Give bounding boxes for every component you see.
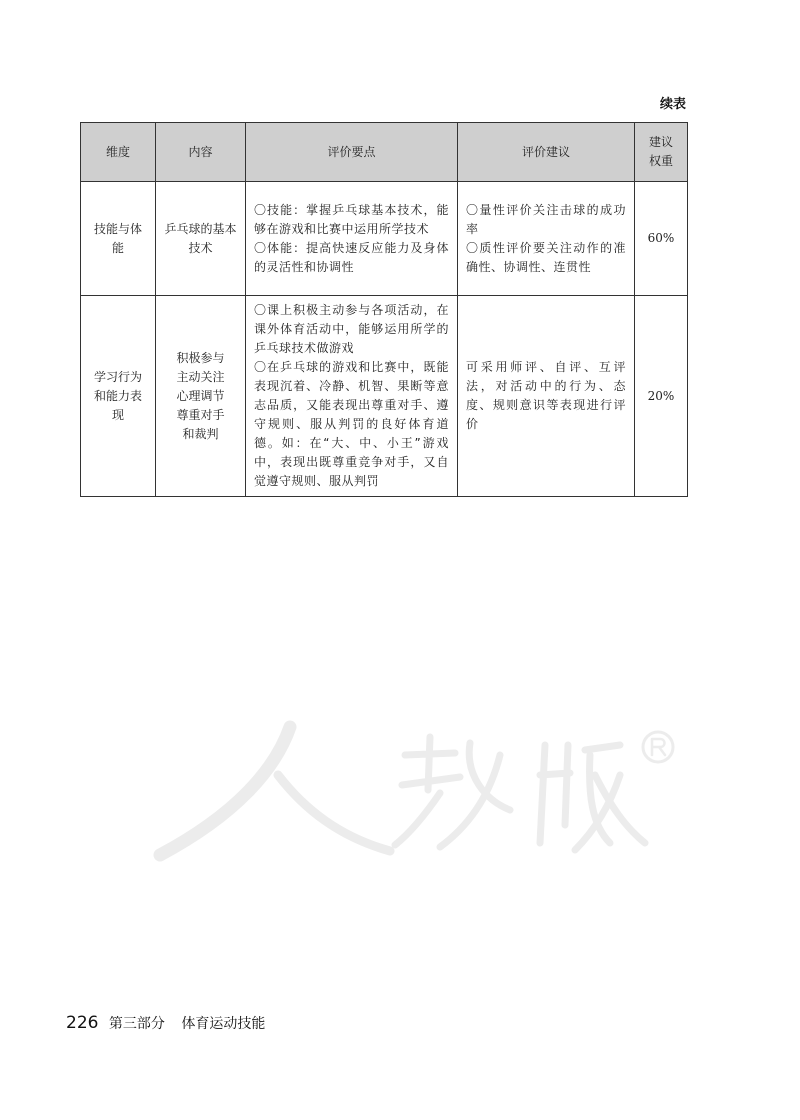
header-key-points: 评价要点 [246,123,458,182]
suggestion-item: 〇质性评价要关注动作的准确性、协调性、连贯性 [466,240,626,274]
row-dimension: 学习行为和能力表现 [81,296,156,497]
table-row [81,296,688,497]
row-key-points [246,296,458,497]
header-dimension: 维度 [81,123,156,182]
content-line: 主动关注 [176,369,225,384]
row-key-points [246,182,458,296]
row-weight: 20% [635,296,688,497]
header-content: 内容 [156,123,246,182]
continued-table-label: 续表 [659,97,686,112]
content-line: 积极参与 [176,350,225,365]
row-content: 乒乓球的基本技术 [156,182,246,296]
header-weight-line-1: 建议 [648,135,673,149]
key-point: 〇技能：掌握乒乓球基本技术，能够在游戏和比赛中运用所学技术 [254,202,449,236]
publisher-watermark [140,715,680,865]
content-line: 和裁判 [182,426,219,441]
table-row [81,182,688,296]
page-footer [66,1013,265,1033]
page-number: 226 [66,1013,99,1033]
suggestion-item: 〇量性评价关注击球的成功率 [466,202,626,236]
evaluation-table [80,122,688,497]
key-point: 〇在乒乓球的游戏和比赛中，既能表现沉着、冷静、机智、果断等意志品质，又能表现出尊重对手、遵守规则、服从判罚的良好体育道德。如：在“大、中、小王”游戏中，表现出既尊重竞争对手，又自觉遵守规则、服从判罚 [254,360,449,488]
table-header-row [81,123,688,182]
key-point: 〇体能：提高快速反应能力及身体的灵活性和协调性 [254,240,449,274]
row-suggestions: 可采用师评、自评、互评法，对活动中的行为、态度、规则意识等表现进行评价 [458,296,635,497]
key-point: 〇课上积极主动参与各项活动，在课外体育活动中，能够运用所学的乒乓球技术做游戏 [254,303,449,355]
header-weight-line-2: 权重 [648,154,673,168]
content-line: 心理调节 [176,388,225,403]
row-dimension: 技能与体能 [81,182,156,296]
row-suggestions [458,182,635,296]
header-weight [635,123,688,182]
row-content [156,296,246,497]
content-line: 尊重对手 [176,407,225,422]
row-weight: 60% [635,182,688,296]
header-suggestions: 评价建议 [458,123,635,182]
footer-part: 第三部分 [108,1016,165,1032]
footer-section: 体育运动技能 [181,1016,266,1032]
